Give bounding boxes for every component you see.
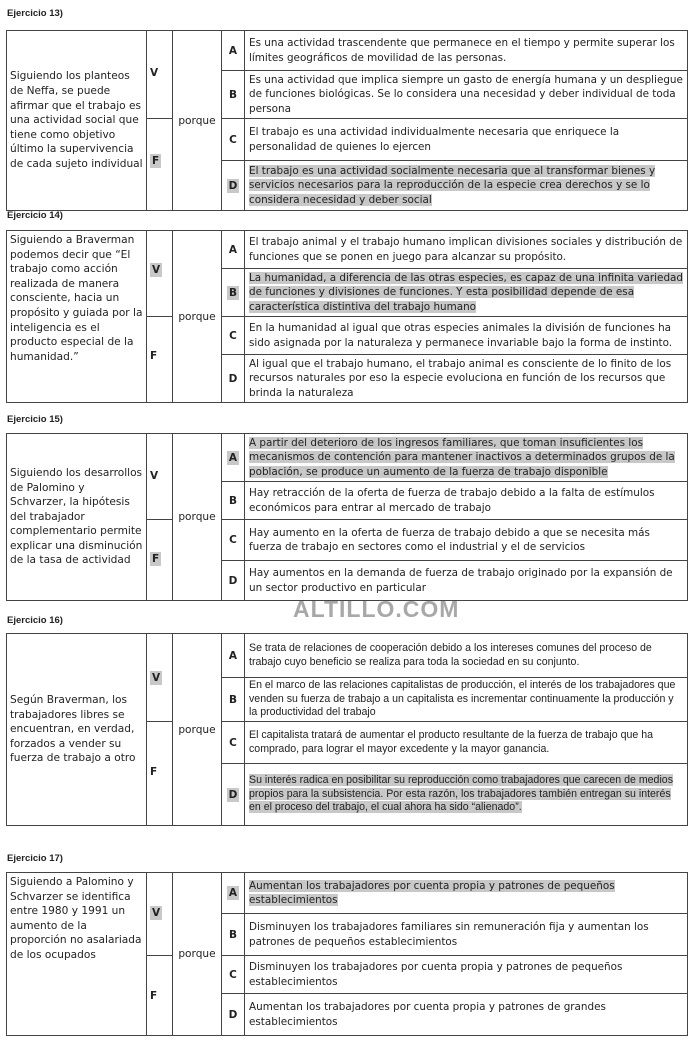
exercise-table (6, 230, 688, 403)
option-letter[interactable]: A (222, 634, 245, 678)
option-letter[interactable]: C (222, 520, 245, 561)
question-stem: Según Braverman, los trabajadores libres se encuentran, en verdad, forzados a vender su fuerza de trabajo a otro (7, 634, 147, 826)
option-text: El capitalista tratará de aumentar el producto resultante de la fuerza de trabajo que ha comprado, para lograr el mayor excedente y la mayor ganancia. (245, 722, 688, 764)
exercise-title: Ejercicio 15) (7, 414, 63, 425)
option-text: Hay aumentos en la demanda de fuerza de trabajo originado por la expansión de un sector productivo en particular (245, 561, 688, 601)
porque-label: porque (173, 231, 222, 403)
option-letter-selected[interactable]: A (228, 451, 238, 464)
exercise-title: Ejercicio 14) (7, 210, 63, 221)
option-letter[interactable]: C (222, 956, 245, 994)
true-option-selected[interactable]: V (152, 264, 161, 276)
porque-label: porque (173, 31, 222, 211)
option-letter[interactable]: D (222, 561, 245, 601)
porque-label: porque (173, 634, 222, 826)
question-stem: Siguiendo los planteos de Neffa, se puede afirmar que el trabajo es una actividad social que tiene como objetivo último la supervivencia de cada sujeto individual (7, 31, 147, 211)
option-letter[interactable]: D (222, 355, 245, 403)
option-text-selected: A partir del deterioro de los ingresos familiares, que toman insuficientes los mecanismos de contención para mantener inactivos a determinados grupos de la población, se produce un aumento de la fuerza de trabajo disponible (249, 437, 675, 478)
option-text-selected: La humanidad, a diferencia de las otras especies, es capaz de una infinita variedad de funciones y divisiones de funciones. Y esta posibilidad depende de esa característica distintiva del trabajo humano (249, 272, 684, 313)
option-letter[interactable]: B (222, 678, 245, 722)
exercise-table (6, 872, 688, 1036)
option-letter-selected[interactable]: D (228, 788, 238, 801)
true-option-selected[interactable]: V (152, 907, 161, 919)
option-text: Aumentan los trabajadores por cuenta propia y patrones de grandes establecimientos (245, 994, 688, 1036)
true-option[interactable]: V (150, 67, 159, 79)
false-option-selected[interactable]: F (152, 155, 160, 167)
false-option[interactable]: F (147, 956, 173, 1036)
option-text: En la humanidad al igual que otras especies animales la división de funciones ha sido asignada por la naturaleza y permanece invariable bajo la forma de instinto. (245, 317, 688, 355)
exercise-table (6, 30, 688, 211)
option-text-selected: Su interés radica en posibilitar su reproducción como trabajadores que carecen de medios propios para la subsistencia. Por esta razón, los trabajadores también entregan su interés en el proceso del trabajo, el cual ahora ha sido “alienado”. (249, 774, 673, 814)
question-stem: Siguiendo a Palomino y Schvarzer se identifica entre 1980 y 1991 un aumento de la proporción no asalariada de los ocupados (7, 873, 147, 1036)
option-letter[interactable]: D (222, 994, 245, 1036)
exercise-table (6, 433, 688, 601)
option-text: El trabajo es una actividad individualmente necesaria que enriquece la personalidad de quienes lo ejercen (245, 119, 688, 161)
option-letter-selected[interactable]: D (228, 179, 238, 192)
exercise-table (6, 633, 688, 826)
porque-label: porque (173, 873, 222, 1036)
option-text: Hay retracción de la oferta de fuerza de trabajo debido a la falta de estímulos económicos para entrar al mercado de trabajo (245, 482, 688, 520)
option-text: Disminuyen los trabajadores familiares sin remuneración fija y aumentan los patrones de pequeños establecimientos (245, 914, 688, 956)
option-letter[interactable]: B (222, 482, 245, 520)
option-letter[interactable]: A (222, 231, 245, 269)
option-text: Hay aumento en la oferta de fuerza de trabajo debido a que se necesita más fuerza de trabajo en sectores como el industrial y el de servicios (245, 520, 688, 561)
watermark: ALTILLO.COM (293, 596, 460, 622)
option-text: Es una actividad trascendente que permanece en el tiempo y permite superar los límites geográficos de movilidad de las personas. (245, 31, 688, 71)
question-stem: Siguiendo los desarrollos de Palomino y Schvarzer, la hipótesis del trabajador complementario permite explicar una disminución de la tasa de actividad (7, 434, 147, 601)
option-letter[interactable]: C (222, 119, 245, 161)
option-letter[interactable]: B (222, 914, 245, 956)
question-stem: Siguiendo a Braverman podemos decir que “El trabajo como acción realizada de manera consciente, hacia un propósito y guiada por la inteligencia es el producto especial de la humanidad.” (7, 231, 147, 403)
porque-label: porque (173, 434, 222, 601)
option-text: Disminuyen los trabajadores por cuenta propia y patrones de pequeños establecimientos (245, 956, 688, 994)
false-option[interactable]: F (147, 317, 173, 403)
exercise-title: Ejercicio 13) (7, 8, 63, 19)
false-option[interactable]: F (147, 722, 173, 826)
option-letter[interactable]: C (222, 317, 245, 355)
option-text: Al igual que el trabajo humano, el trabajo animal es consciente de lo finito de los recursos naturales por eso la especie evoluciona en función de los recursos que brinda la naturaleza (245, 355, 688, 403)
option-letter[interactable]: A (222, 31, 245, 71)
option-text: Es una actividad que implica siempre un gasto de energía humana y un despliegue de funciones biológicas. Se lo considera una necesidad y deber individual de toda persona (245, 71, 688, 119)
option-text: Se trata de relaciones de cooperación debido a los intereses comunes del proceso de trabajo cuyo beneficio se realiza para toda la sociedad en su conjunto. (245, 634, 688, 678)
option-letter-selected[interactable]: B (228, 286, 237, 299)
option-letter-selected[interactable]: A (228, 887, 238, 899)
option-text: En el marco de las relaciones capitalistas de producción, el interés de los trabajadores que venden su fuerza de trabajo a un capitalista es incrementar continuamente la producción y la productividad del trabajo (245, 678, 688, 722)
option-text-selected: El trabajo es una actividad socialmente necesaria que al transformar bienes y servicios necesarios para la reproducción de la especie crea derechos y se lo considera necesidad y deber social (249, 165, 656, 206)
false-option-selected[interactable]: F (152, 553, 160, 565)
option-text: El trabajo animal y el trabajo humano implican divisiones sociales y distribución de funciones que se ponen en juego para alcanzar su propósito. (245, 231, 688, 269)
option-letter[interactable]: B (222, 71, 245, 119)
true-option[interactable]: V (147, 434, 173, 520)
exercise-title: Ejercicio 16) (7, 615, 63, 626)
option-letter[interactable]: C (222, 722, 245, 764)
exercise-title: Ejercicio 17) (7, 853, 63, 864)
option-text-selected: Aumentan los trabajadores por cuenta propia y patrones de pequeños establecimientos (249, 879, 615, 906)
true-option-selected[interactable]: V (152, 672, 161, 684)
